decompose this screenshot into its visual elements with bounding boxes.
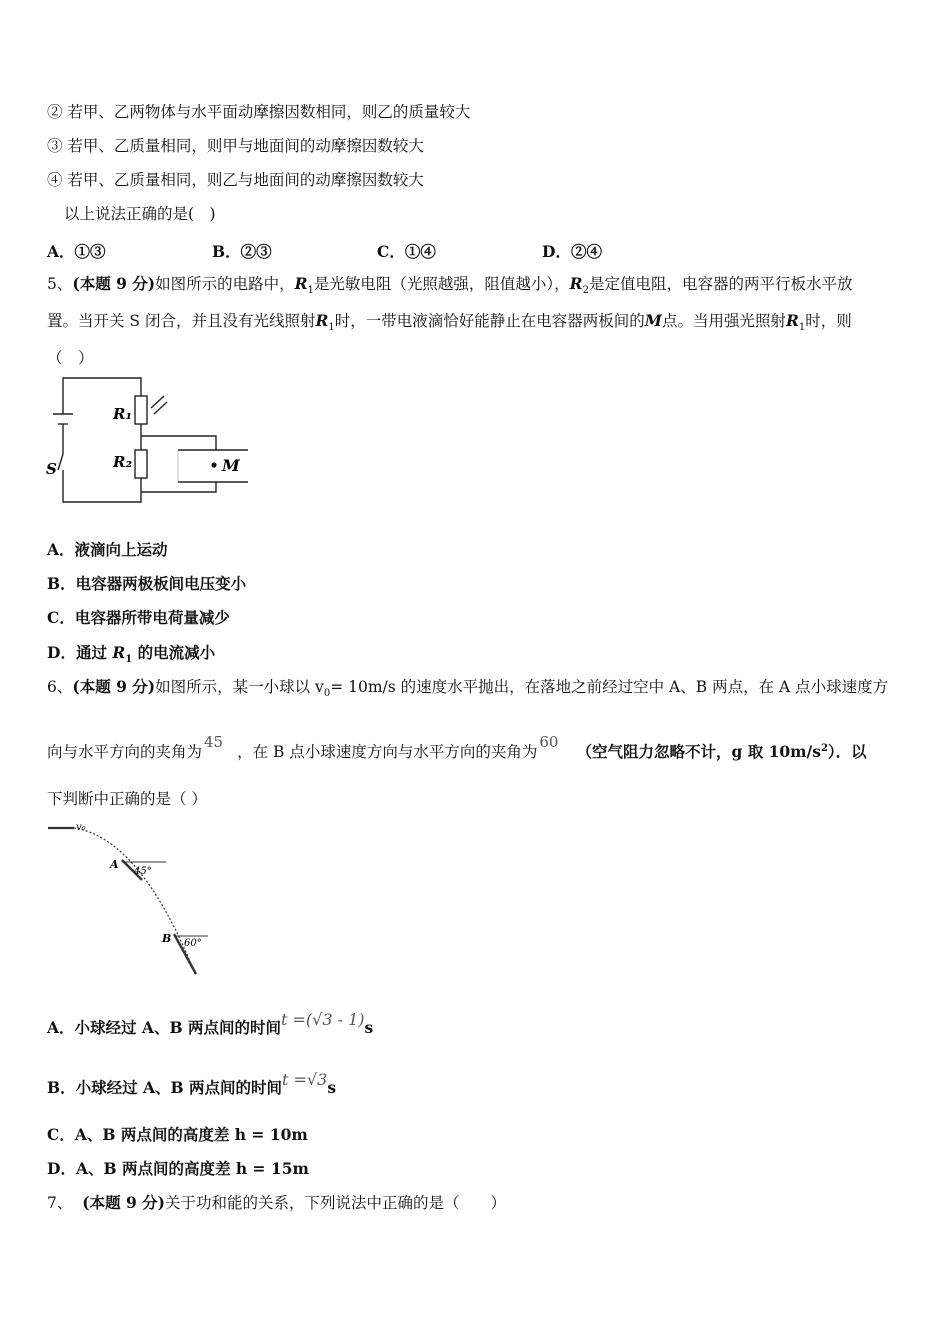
q5-answer-bracket: （ ）	[47, 349, 94, 367]
q6-option-c: C．A、B 两点间的高度差 h = 10m	[47, 1125, 308, 1144]
q4-option-a: A．①③	[47, 242, 106, 261]
q5-circuit-figure	[44, 374, 254, 510]
q6-option-b: B．小球经过 A、B 两点间的时间t =√3s	[47, 1070, 337, 1097]
q6-line-1: 6、(本题 9 分)如图所示，某一小球以 $v_0= 10m/s$ 的速度水平抛出，在落地之前经过空中 A、B 两点，在 A 点小球速度方	[47, 677, 889, 700]
q5-option-a: A．液滴向上运动	[47, 540, 168, 559]
q6-fig-label-b: B	[162, 932, 172, 945]
q4-statement-3: ③ 若甲、乙质量相同，则甲与地面间的动摩擦因数较大	[47, 137, 424, 155]
q6-angle-60: 60	[539, 733, 559, 752]
q5-line-1: 5、(本题 9 分)如图所示的电路中，$R_1$是光敏电阻（光照越强，阻值越小），$R_2$是定值电阻，电容器的两平行板水平放	[47, 274, 853, 297]
q4-option-c: C．①④	[377, 242, 436, 261]
q6-line-2: 向与水平方向的夹角为45，在 B 点小球速度方向与水平方向的夹角为60 （空气阻力忽略不计，g 取 $10m/s^2$）．以	[47, 733, 867, 762]
q6-fig-label-60: 60°	[184, 938, 202, 949]
q6-trajectory-figure	[46, 818, 216, 986]
q6-option-a: A．小球经过 A、B 两点间的时间t =(√3 - 1)s	[47, 1010, 374, 1037]
q4-statement-2: ② 若甲、乙两物体与水平面动摩擦因数相同，则乙的质量较大	[47, 103, 471, 121]
q5-fig-label-r2: R₂	[113, 453, 133, 471]
q6-fig-label-45: 45°	[134, 866, 152, 877]
q5-fig-label-s: S	[46, 460, 57, 478]
q5-fig-label-m: M	[222, 456, 240, 475]
q5-fig-label-r1: R₁	[113, 405, 133, 423]
q5-option-c: C．电容器所带电荷量减少	[47, 608, 230, 627]
q4-statement-4: ④ 若甲、乙质量相同，则乙与地面间的动摩擦因数较大	[47, 171, 424, 189]
q4-prompt: 以上说法正确的是( )	[64, 205, 216, 223]
q5-droplet-dot	[211, 462, 216, 467]
q6-fig-label-a: A	[110, 858, 119, 871]
q6-line-3: 下判断中正确的是（ ）	[47, 790, 207, 808]
q4-option-d: D．②④	[542, 242, 602, 261]
q6-option-b-formula: t =√3	[282, 1070, 328, 1089]
q5-option-b: B．电容器两极板间电压变小	[47, 574, 247, 593]
q6-fig-label-v0: v₀	[76, 822, 86, 833]
q6-option-d: D．A、B 两点间的高度差 h = 15m	[47, 1159, 309, 1178]
q5-line-2: 置。当开关 S 闭合，并且没有光线照射$R_1$时，一带电液滴恰好能静止在电容器两板间的M点。当用强光照射$R_1$时，则	[47, 311, 852, 334]
q7-line-1: 7、 (本题 9 分)关于功和能的关系，下列说法中正确的是（ ）	[47, 1193, 506, 1212]
q6-option-a-formula: t =(√3 - 1)	[280, 1010, 365, 1029]
q5-option-d: D．通过 $R_1$ 的电流减小	[47, 643, 216, 666]
q4-option-b: B．②③	[212, 242, 272, 261]
q6-angle-45: 45	[204, 733, 224, 752]
